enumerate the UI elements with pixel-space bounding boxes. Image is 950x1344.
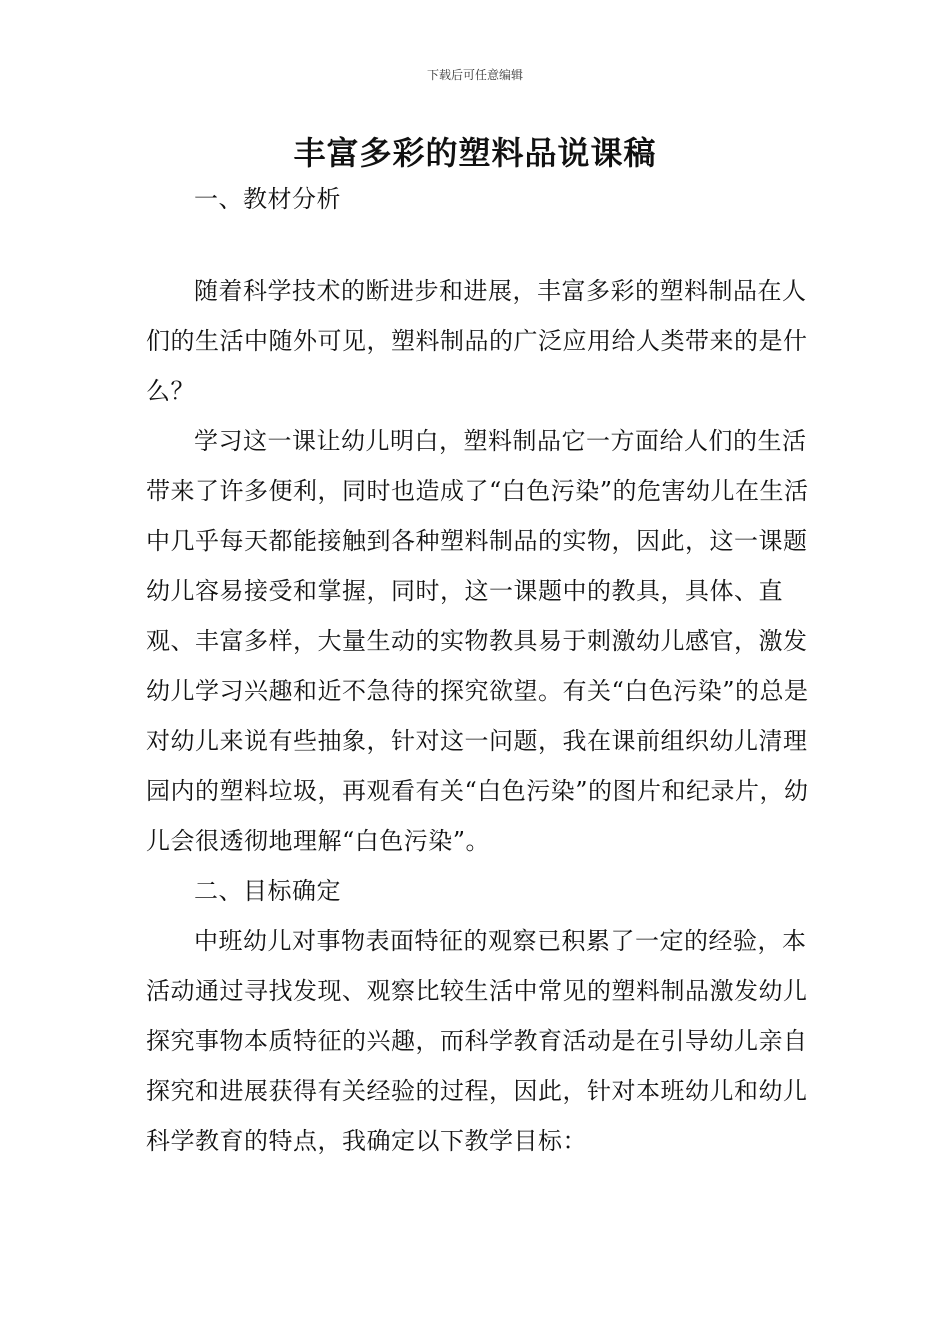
document-title: 丰富多彩的塑料品说课稿 — [293, 134, 657, 172]
document-body — [146, 174, 822, 1166]
paragraph-goals: 中班幼儿对事物表面特征的观察已积累了一定的经验，本活动通过寻找发现、观察比较生活中常见的塑料制品激发幼儿探究事物本质特征的兴趣，而科学教育活动是在引导幼儿亲自探究和进展获得有关经验的过程，因此，针对本班幼儿和幼儿科学教育的特点，我确定以下教学目标： — [146, 927, 808, 1155]
section-heading-materials: 一、教材分析 — [194, 185, 341, 213]
blank-space — [146, 224, 822, 266]
header-note: 下载后可任意编辑 — [426, 68, 523, 82]
section-heading-goals: 二、目标确定 — [194, 877, 341, 905]
paragraph-intro: 随着科学技术的断进步和进展，丰富多彩的塑料制品在人们的生活中随外可见，塑料制品的广泛应用给人类带来的是什么？ — [146, 277, 808, 405]
paragraph-analysis: 学习这一课让幼儿明白，塑料制品它一方面给人们的生活带来了许多便利，同时也造成了“白色污染”的危害幼儿在生活中几乎每天都能接触到各种塑料制品的实物，因此，这一课题幼儿容易接受和掌握，同时，这一课题中的教具，具体、直观、丰富多样，大量生动的实物教具易于刺激幼儿感官，激发幼儿学习兴趣和近不急待的探究欲望。有关“白色污染”的总是对幼儿来说有些抽象，针对这一问题，我在课前组织幼儿清理园内的塑料垃圾，再观看有关“白色污染”的图片和纪录片，幼儿会很透彻地理解“白色污染”。 — [146, 427, 809, 855]
